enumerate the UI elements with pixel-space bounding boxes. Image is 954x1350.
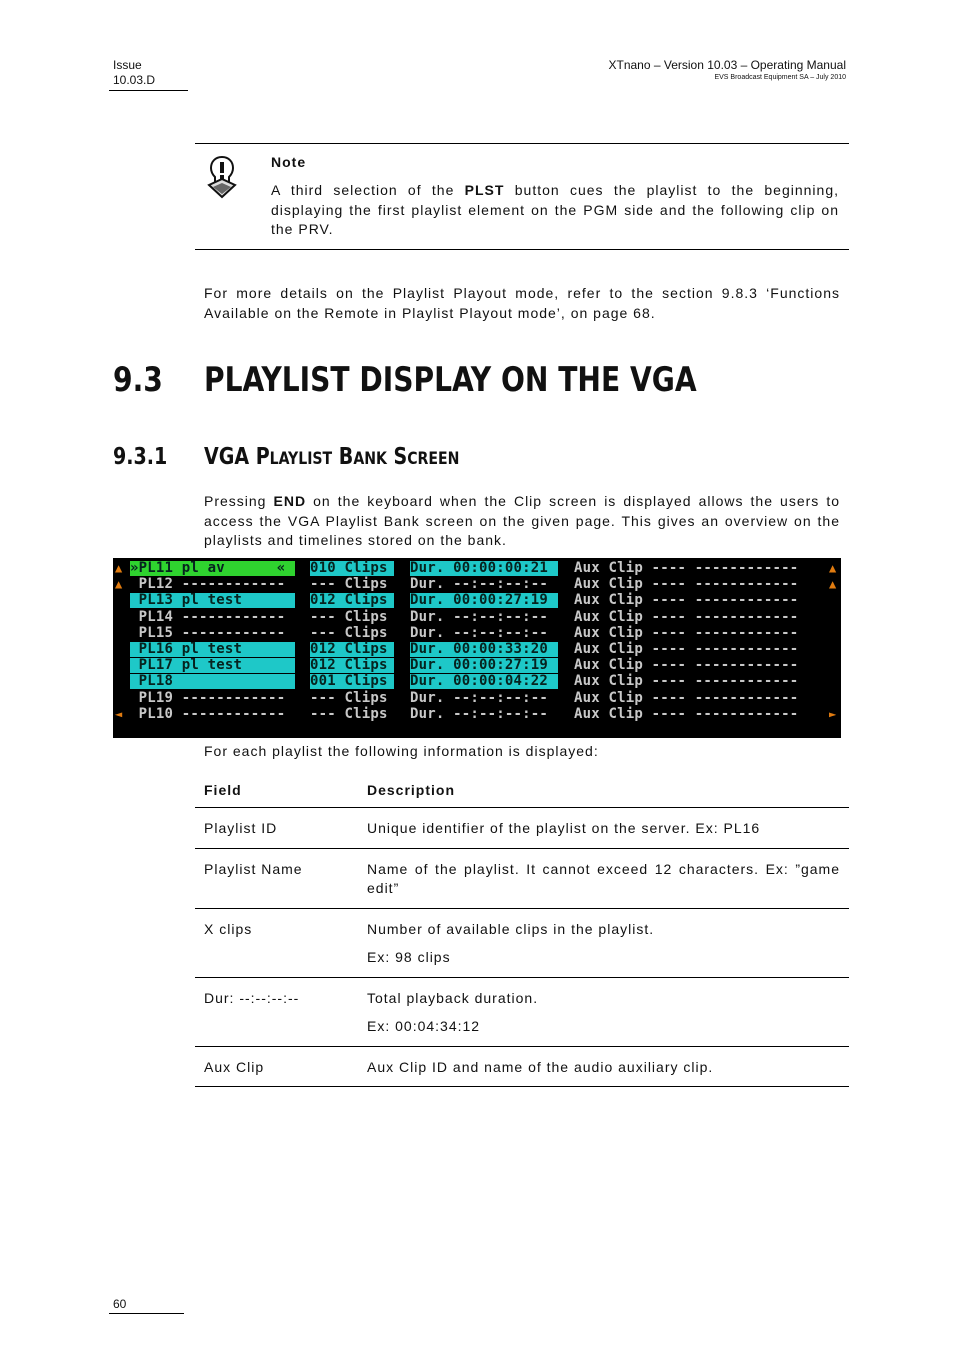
- description-text: Ex: 98 clips: [367, 949, 451, 965]
- playlist-clips-cell: --- Clips: [310, 689, 388, 706]
- end-key-paragraph: [204, 492, 840, 551]
- scroll-up-arrow-icon: ▲: [115, 577, 123, 592]
- description-text: Ex: 00:04:34:12: [367, 1018, 481, 1034]
- description-cell: [358, 808, 849, 849]
- vga-playlist-row: [113, 673, 841, 689]
- scroll-right-arrow-icon: ►: [829, 706, 837, 721]
- issue-block: [113, 58, 155, 88]
- field-cell: Dur: --:--:--:--: [195, 977, 358, 1046]
- vga-playlist-row: [113, 625, 841, 641]
- playlist-name-cell: PL19 ------------: [130, 689, 286, 706]
- playlist-name-cell: »PL11 pl av «: [130, 561, 295, 576]
- table-row: [195, 1046, 849, 1087]
- end-keyword: END: [273, 493, 307, 509]
- note-text: [271, 181, 839, 240]
- playlist-name-cell: PL18: [130, 674, 295, 689]
- playlist-duration-cell: Dur. --:--:--:--: [410, 608, 549, 625]
- description-cell: [358, 977, 849, 1046]
- description-cell: [358, 848, 849, 908]
- page-number: 60: [113, 1297, 127, 1311]
- playlist-duration-cell: Dur. 00:00:27:19: [410, 593, 558, 608]
- para2-end: on the keyboard when the Clip screen is displayed allows the users to access the VGA Playlist Bank screen on the given page. This gives an overview on the playlists and timelines stored on the bank.: [204, 493, 840, 548]
- playlist-clips-cell: 012 Clips: [310, 642, 394, 657]
- field-cell: Aux Clip: [195, 1046, 358, 1087]
- description-text: Unique identifier of the playlist on the server. Ex: PL16: [367, 820, 761, 836]
- vga-playlist-bank-screen: [113, 558, 841, 738]
- issue-label: Issue: [113, 58, 142, 72]
- note-hand-icon: [203, 155, 241, 199]
- description-text: Number of available clips in the playlist.: [367, 920, 655, 937]
- issue-number: 10.03.D: [113, 73, 156, 87]
- playlist-name-cell: PL13 pl test: [130, 593, 295, 608]
- field-cell: Playlist ID: [195, 808, 358, 849]
- scroll-up-arrow-icon: ◄: [115, 706, 123, 721]
- scroll-up-arrow-icon: ▲: [115, 561, 123, 575]
- table-row: [195, 848, 849, 908]
- scroll-right-arrow-icon: ▲: [829, 561, 837, 575]
- aux-clip-cell: Aux Clip ---- ------------: [574, 689, 799, 706]
- playlist-duration-cell: Dur. --:--:--:--: [410, 624, 549, 641]
- description-cell: [358, 908, 849, 977]
- playlist-clips-cell: 001 Clips: [310, 674, 394, 689]
- subsection-title-text: VGA PLAYLIST BANK SCREEN: [204, 444, 460, 470]
- field-description-table: [195, 772, 849, 1087]
- header-divider: [109, 90, 188, 91]
- aux-clip-cell: Aux Clip ---- ------------: [574, 624, 799, 641]
- footer-divider: [109, 1313, 184, 1314]
- publisher-line: EVS Broadcast Equipment SA – July 2010: [714, 74, 846, 81]
- description-text: Total playback duration.: [367, 989, 539, 1006]
- aux-clip-cell: Aux Clip ---- ------------: [574, 592, 799, 609]
- aux-clip-cell: Aux Clip ---- ------------: [574, 641, 799, 657]
- section-number: 9.3: [113, 360, 163, 400]
- aux-clip-cell: Aux Clip ---- ------------: [574, 673, 799, 690]
- vga-playlist-row: [113, 657, 841, 673]
- plst-keyword: PLST: [464, 182, 505, 198]
- note-title: Note: [271, 154, 307, 170]
- playout-reference-paragraph: For more details on the Playlist Playout mode, refer to the section 9.8.3 ‘Functions Available on the Remote in Playlist Playout mode’, on page 68.: [204, 285, 840, 321]
- aux-clip-cell: Aux Clip ---- ------------: [574, 657, 799, 674]
- info-intro-paragraph: For each playlist the following information is displayed:: [204, 743, 599, 759]
- description-text: Name of the playlist. It cannot exceed 12 characters. Ex: ”game edit”: [367, 860, 840, 896]
- manual-header: [609, 58, 847, 83]
- playlist-name-cell: PL10 ------------: [130, 705, 286, 722]
- note-top-rule: [195, 143, 849, 144]
- playlist-clips-cell: 010 Clips: [310, 561, 394, 576]
- playlist-duration-cell: Dur. 00:00:00:21: [410, 561, 558, 576]
- vga-playlist-row: [113, 592, 841, 608]
- field-cell: Playlist Name: [195, 848, 358, 908]
- playlist-name-cell: PL16 pl test: [130, 642, 295, 657]
- playlist-name-cell: PL17 pl test: [130, 658, 295, 673]
- playlist-duration-cell: Dur. --:--:--:--: [410, 689, 549, 706]
- vga-playlist-row: [113, 641, 841, 657]
- field-cell: X clips: [195, 908, 358, 977]
- note-text-end: button cues the playlist to the beginning, displaying the first playlist element on the PGM side and the following clip on the PRV.: [271, 182, 840, 237]
- description-text: Aux Clip ID and name of the audio auxiliary clip.: [367, 1058, 714, 1075]
- description-header: Description: [358, 772, 849, 808]
- subsection-number: 9.3.1: [113, 444, 168, 470]
- playlist-duration-cell: Dur. 00:00:04:22: [410, 674, 558, 689]
- subsection-title: [204, 444, 459, 470]
- aux-clip-cell: Aux Clip ---- ------------: [574, 560, 799, 576]
- aux-clip-cell: Aux Clip ---- ------------: [574, 608, 799, 625]
- playlist-clips-cell: --- Clips: [310, 624, 388, 641]
- playlist-clips-cell: 012 Clips: [310, 593, 394, 608]
- section-title: PLAYLIST DISPLAY ON THE VGA: [204, 360, 697, 400]
- playlist-clips-cell: --- Clips: [310, 705, 388, 722]
- field-header: Field: [195, 772, 358, 808]
- para2-start: Pressing: [204, 493, 274, 509]
- description-cell: [358, 1046, 849, 1087]
- playlist-name-cell: PL15 ------------: [130, 624, 286, 641]
- playlist-duration-cell: Dur. --:--:--:--: [410, 705, 549, 722]
- playlist-clips-cell: --- Clips: [310, 576, 388, 593]
- playlist-name-cell: PL12 ------------: [130, 576, 286, 593]
- aux-clip-cell: Aux Clip ---- ------------: [574, 705, 799, 722]
- playlist-clips-cell: 012 Clips: [310, 658, 394, 673]
- note-text-start: A third selection of the: [271, 182, 465, 198]
- table-row: [195, 808, 849, 849]
- table-row: [195, 908, 849, 977]
- vga-playlist-row: [113, 609, 841, 625]
- vga-playlist-row: [113, 690, 841, 706]
- table-row: [195, 977, 849, 1046]
- playlist-duration-cell: Dur. 00:00:27:19: [410, 658, 558, 673]
- scroll-right-arrow-icon: ▲: [829, 577, 837, 592]
- note-bottom-rule: [195, 249, 849, 250]
- playlist-name-cell: PL14 ------------: [130, 608, 286, 625]
- playlist-duration-cell: Dur. --:--:--:--: [410, 576, 549, 593]
- table-header-row: [195, 772, 849, 808]
- playlist-clips-cell: --- Clips: [310, 608, 388, 625]
- manual-title: XTnano – Version 10.03 – Operating Manual: [608, 58, 846, 72]
- vga-playlist-row: [113, 560, 841, 576]
- aux-clip-cell: Aux Clip ---- ------------: [574, 576, 799, 593]
- vga-playlist-row: [113, 706, 841, 722]
- playlist-duration-cell: Dur. 00:00:33:20: [410, 642, 558, 657]
- vga-playlist-row: [113, 576, 841, 592]
